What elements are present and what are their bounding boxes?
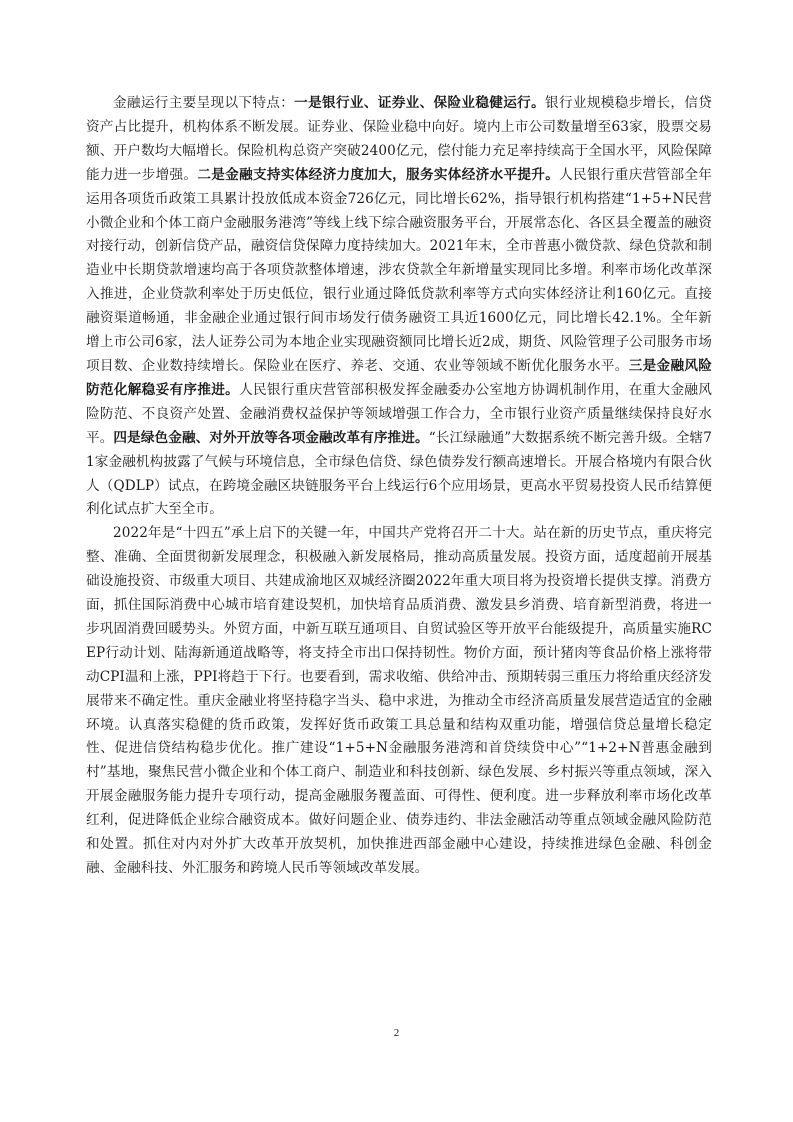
heading-point-four: 四是绿色金融、对外开放等各项金融改革有序推进。 (113, 429, 429, 446)
paragraph-financial-features (86, 92, 712, 522)
page-number: 2 (393, 1027, 400, 1039)
paragraph-segment: 人民银行重庆营管部积极发挥金融委办公室地方协调机制作用，在重大金融风险防范、不良资产处置、金融消费权益保护等领域增强工作合力，全市银行业资产质量继续保持良好水平。 (86, 381, 712, 446)
heading-point-three: 三是金融风险防范化解稳妥有序推进。 (86, 357, 712, 398)
paragraph-segment: 2022年是“十四五”承上启下的关键一年，中国共产党将召开二十大。站在新的历史节点，重庆将完整、准确、全面贯彻新发展理念，积极融入新发展格局，推动高质量发展。投资方面，适度超前开展基础设施投资、市级重大项目、共建成渝地区双城经济圈2022年重大项目将为投资增长提供支撑。消费方面，抓住国际消费中心城市培育建设契机，加快培育品质消费、激发县乡消费、培育新型消费，将进一步巩固消费回暖势头。外贸方面，中新互联互通项目、自贸试验区等开放平台能级提升，高质量实施RCEP行动计划、陆海新通道战略等，将支持全市出口保持韧性。物价方面，预计猪肉等食品价格上涨将带动CPI温和上涨，PPI将趋于下行。也要看到，需求收缩、供给冲击、预期转弱三重压力将给重庆经济发展带来不确定性。重庆金融业将坚持稳字当头、稳中求进，为推动全市经济高质量发展营造适宜的金融环境。认真落实稳健的货币政策，发挥好货币政策工具总量和结构双重功能，增强信贷总量增长稳定性、促进信贷结构稳步优化。推广建设“1+5+N金融服务港湾和首贷续贷中心”“1+2+N普惠金融到村”基地，聚焦民营小微企业和个体工商户、制造业和科技创新、绿色发展、乡村振兴等重点领域，深入开展金融服务能力提升专项行动，提高金融服务覆盖面、可得性、便利度。进一步释放利率市场化改革红利，促进降低企业综合融资成本。做好问题企业、债券违约、非法金融活动等重点领域金融风险防范和处置。抓住对内对外扩大改革开放契机，加快推进西部金融中心建设，持续推进绿色金融、科创金融、金融科技、外汇服务和跨境人民币等领域改革发展。 (86, 525, 712, 876)
paragraph-segment: “长江绿融通”大数据系统不断完善升级。全辖71家金融机构披露了气候与环境信息，全市绿色信贷、绿色债券发行额高速增长。开展合格境内有限合伙人（QDLP）试点，在跨境金融区块链服务平台上线运行6个应用场景，更高水平贸易投资人民币结算便利化试点扩大至全市。 (86, 429, 712, 518)
heading-point-one: 一是银行业、证券业、保险业稳健运行。 (294, 95, 546, 111)
body-text (86, 92, 712, 881)
paragraph-2022-outlook (86, 522, 712, 881)
heading-point-two: 二是金融支持实体经济力度加大，服务实体经济水平提升。 (197, 166, 560, 183)
paragraph-segment: 银行业规模稳步增长，信贷资产占比提升，机构体系不断发展。证券业、保险业稳中向好。境内上市公司数量增至63家，股票交易额、开户数均大幅增长。保险机构总资产突破2400亿元，偿付能力充足率持续高于全国水平，风险保障能力进一步增强。 (86, 95, 712, 183)
paragraph-segment: 金融运行主要呈现以下特点： (113, 95, 295, 111)
paragraph-segment: 人民银行重庆营管部全年运用各项货币政策工具累计投放低成本资金726亿元，同比增长62%，指导银行机构搭建“1+5+N民营小微企业和个体工商户金融服务港湾”等线上线下综合融资服务平台，开展常态化、各区县全覆盖的融资对接行动，创新信贷产品，融资信贷保障力度持续加大。2021年末，全市普惠小微贷款、绿色贷款和制造业中长期贷款增速均高于各项贷款整体增速，涉农贷款全年新增量实现同比多增。利率市场化改革深入推进，企业贷款利率处于历史低位，银行业通过降低贷款利率等方式向实体经济让利160亿元。直接融资渠道畅通，非金融企业通过银行间市场发行债务融资工具近1600亿元，同比增长42.1%。全年新增上市公司6家，法人证券公司为本地企业实现融资额同比增长近2成，期货、风险管理子公司服务市场项目数、企业数持续增长。保险业在医疗、养老、交通、农业等领域不断优化服务水平。 (86, 166, 712, 374)
